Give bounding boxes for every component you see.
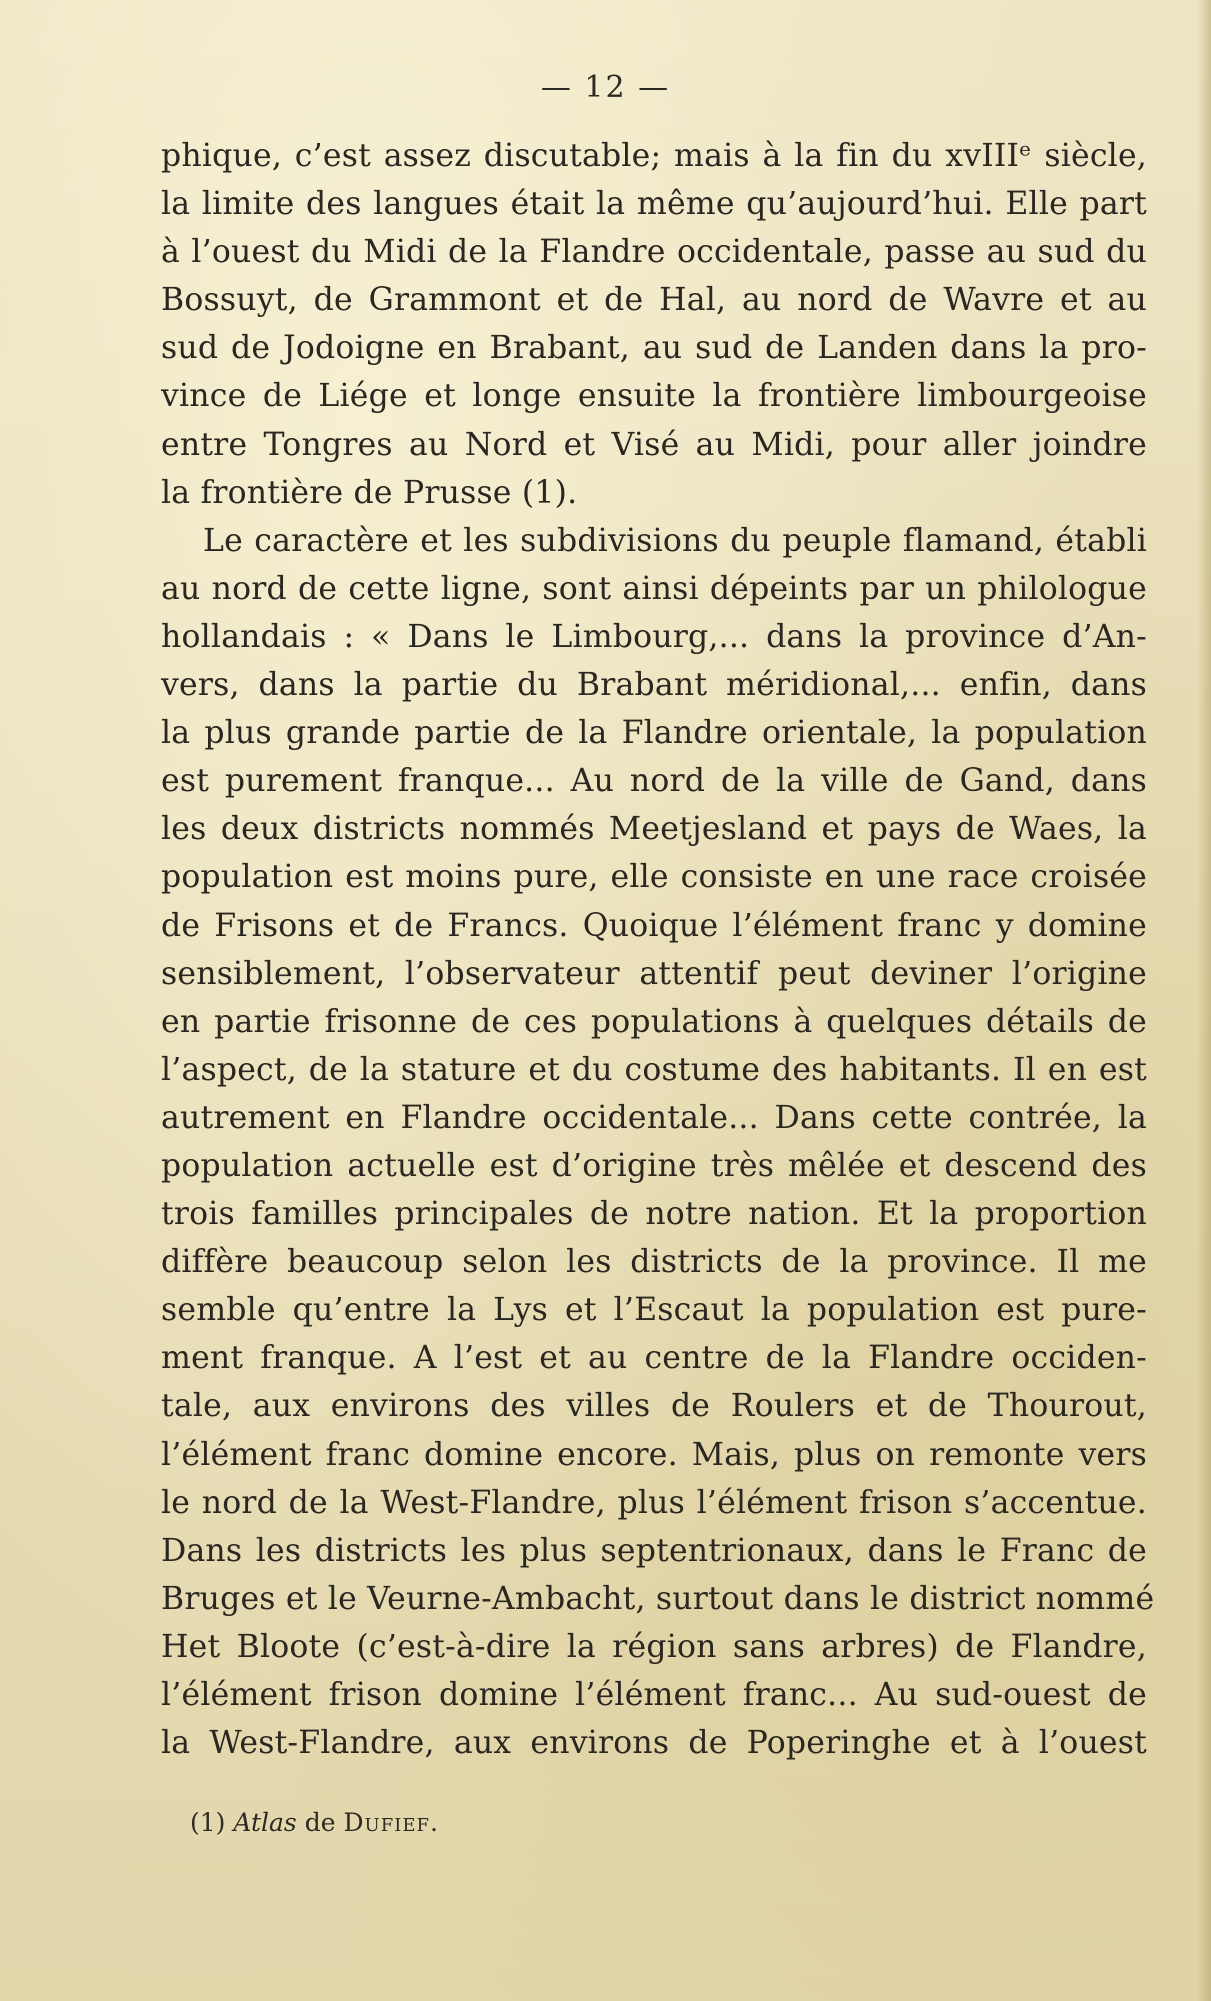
footnote: [190, 1808, 439, 1837]
text-line: l’élément franc domine encore. Mais, plus on remonte vers: [161, 1436, 1147, 1473]
text-line: à l’ouest du Midi de la Flandre occidentale, passe au sud du: [161, 234, 1147, 271]
text-line: entre Tongres au Nord et Visé au Midi, pour aller joindre: [161, 426, 1147, 463]
body-text: [161, 132, 1155, 1767]
text-line: l’aspect, de la stature et du costume des habitants. Il en est: [161, 1051, 1147, 1088]
text-line: ment franque. A l’est et au centre de la Flandre occiden-: [161, 1340, 1147, 1377]
text-line: la frontière de Prusse (1).: [161, 474, 578, 511]
text-line: sensiblement, l’observateur attentif peut deviner l’origine: [161, 955, 1147, 992]
text-line: Dans les districts les plus septentrionaux, dans le Franc de: [161, 1532, 1147, 1569]
text-line: population est moins pure, elle consiste en une race croisée: [161, 859, 1147, 896]
text-line: le nord de la West-Flandre, plus l’élément frison s’accentue.: [161, 1484, 1147, 1521]
text-line: est purement franque... Au nord de la ville de Gand, dans: [161, 763, 1147, 800]
text-line: de Frisons et de Francs. Quoique l’élément franc y domine: [161, 907, 1147, 944]
text-line: hollandais : « Dans le Limbourg,... dans la province d’An-: [161, 618, 1147, 655]
text-line: vers, dans la partie du Brabant méridional,... enfin, dans: [161, 667, 1147, 704]
footnote-connector: de: [304, 1808, 336, 1837]
text-line: vince de Liége et longe ensuite la frontière limbourgeoise: [161, 378, 1147, 415]
text-line: la limite des langues était la même qu’aujourd’hui. Elle part: [161, 186, 1147, 223]
text-line: diffère beaucoup selon les districts de la province. Il me: [161, 1244, 1147, 1281]
page-number: — 12 —: [540, 70, 671, 105]
footnote-author: Dufief.: [343, 1808, 439, 1837]
text-line: au nord de cette ligne, sont ainsi dépeints par un philologue: [161, 570, 1147, 607]
text-line: Het Bloote (c’est-à-dire la région sans arbres) de Flandre,: [161, 1628, 1147, 1665]
text-line: Bossuyt, de Grammont et de Hal, au nord de Wavre et au: [161, 282, 1147, 319]
text-line: tale, aux environs des villes de Roulers et de Thourout,: [161, 1388, 1147, 1425]
paragraph-start-line: Le caractère et les subdivisions du peuple flamand, établi: [203, 522, 1147, 559]
text-line: semble qu’entre la Lys et l’Escaut la population est pure-: [161, 1292, 1147, 1329]
text-line: trois familles principales de notre nation. Et la proportion: [161, 1196, 1147, 1233]
text-line: la West-Flandre, aux environs de Poperinghe et à l’ouest: [161, 1725, 1147, 1762]
text-line: Bruges et le Veurne-Ambacht, surtout dans le district nommé: [161, 1580, 1155, 1617]
text-line: les deux districts nommés Meetjesland et pays de Waes, la: [161, 811, 1147, 848]
text-line: la plus grande partie de la Flandre orientale, la population: [161, 715, 1147, 752]
footnote-marker: (1): [190, 1808, 226, 1837]
text-line: population actuelle est d’origine très mêlée et descend des: [161, 1147, 1147, 1184]
text-line: l’élément frison domine l’élément franc... Au sud-ouest de: [161, 1677, 1147, 1713]
page-edge-shadow: [1197, 0, 1211, 2001]
text-line: sud de Jodoigne en Brabant, au sud de Landen dans la pro-: [161, 330, 1147, 367]
text-line: phique, c’est assez discutable; mais à la fin du xvIIIᵉ siècle,: [161, 138, 1147, 174]
text-line: autrement en Flandre occidentale... Dans cette contrée, la: [161, 1099, 1147, 1136]
text-line: en partie frisonne de ces populations à quelques détails de: [161, 1003, 1147, 1040]
footnote-title: Atlas: [233, 1808, 297, 1837]
